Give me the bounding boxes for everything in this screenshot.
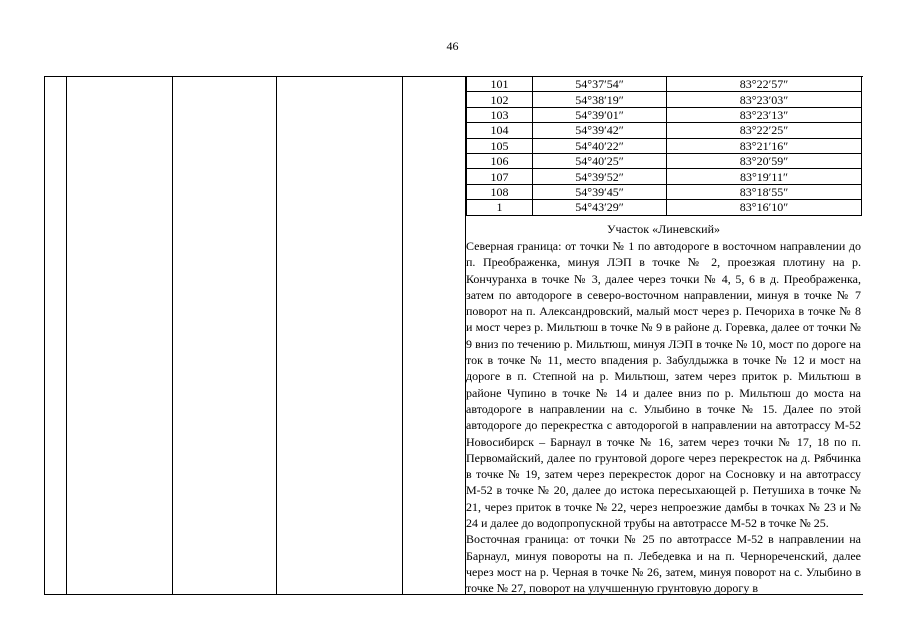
point-number: 104 (467, 123, 533, 138)
table-row (467, 107, 862, 122)
latitude: 54°43′29″ (533, 200, 667, 215)
point-number: 103 (467, 107, 533, 122)
point-number: 101 (467, 77, 533, 92)
latitude: 54°40′25″ (533, 153, 667, 168)
point-number: 105 (467, 138, 533, 153)
latitude: 54°39′01″ (533, 107, 667, 122)
column-divider (276, 77, 277, 594)
longitude: 83°18′55″ (667, 184, 862, 199)
longitude: 83°21′16″ (667, 138, 862, 153)
point-number: 102 (467, 92, 533, 107)
latitude: 54°39′45″ (533, 184, 667, 199)
longitude: 83°16′10″ (667, 200, 862, 215)
point-number: 106 (467, 153, 533, 168)
column-divider (66, 77, 67, 594)
longitude: 83°22′25″ (667, 123, 862, 138)
longitude: 83°23′03″ (667, 92, 862, 107)
latitude: 54°40′22″ (533, 138, 667, 153)
column-divider (402, 77, 403, 594)
longitude: 83°23′13″ (667, 107, 862, 122)
coordinates-table (466, 76, 862, 216)
longitude: 83°19′11″ (667, 169, 862, 184)
point-number: 107 (467, 169, 533, 184)
latitude: 54°38′19″ (533, 92, 667, 107)
section-title: Участок «Линевский» (606, 222, 720, 236)
latitude: 54°39′52″ (533, 169, 667, 184)
latitude: 54°39′42″ (533, 123, 667, 138)
table-row (467, 92, 862, 107)
table-row (467, 169, 862, 184)
boundary-description (466, 238, 861, 597)
table-row (467, 138, 862, 153)
eastern-boundary-paragraph: Восточная граница: от точки № 25 по автотрассе М-52 в направлении на Барнаул, минуя повороты на п. Лебедевка и на п. Чернореченский, далее через мост на р. Черная в точке № 26, затем, минуя поворот на с. Улыбино в точке № 27, поворот на улучшенную грунтовую дорогу в (466, 532, 861, 596)
table-row (467, 184, 862, 199)
page-number: 46 (446, 39, 459, 53)
point-number: 108 (467, 184, 533, 199)
column-divider (172, 77, 173, 594)
latitude: 54°37′54″ (533, 77, 667, 92)
table-row (467, 200, 862, 215)
northern-boundary-paragraph: Северная граница: от точки № 1 по автодороге в восточном направлении до п. Преображенка, минуя ЛЭП в точке № 2, проезжая плотину на р. Кончуранха в точке № 3, далее через точки № 4, 5, 6 в д. Преображенка, затем по автодороге в северо-восточном направлении, минуя в точке № 7 поворот на п. Александровский, малый мост через р. Печориха в точке № 8 и мост через р. Мильтюш в точке № 9 в районе д. Горевка, далее от точки № 9 вниз по течению р. Мильтюш, минуя ЛЭП в точке № 10, мост по дороге на ток в точке № 11, место впадения р. Забулдыжка в точке № 12 и мост на дороге в п. Степной на р. Мильтюш, затем через приток р. Мильтюш в районе Чупино в точке № 14 и далее вниз по р. Мильтюш до моста на автодороге в направлении на с. Улыбино в точке № 15. Далее по этой автодороге до перекрестка с автодорогой в направлении на автотрассу М-52 Новосибирск – Барнаул в точке № 16, затем через точки № 17, 18 по п. Первомайский, далее по грунтовой дороге через перекресток на д. Рябчинка в точке № 19, затем через перекресток дорог на Сосновку и на автотрассу М-52 в точке № 20, далее до истока пересыхающей р. Петушиха в точке № 21, через приток в точке № 22, через непроезжие дамбы в точках № 23 и № 24 и далее до водопропускной трубы на автотрассе М-52 в точке № 25. (466, 239, 861, 531)
table-row (467, 123, 862, 138)
point-number: 1 (467, 200, 533, 215)
longitude: 83°22′57″ (667, 77, 862, 92)
longitude: 83°20′59″ (667, 153, 862, 168)
table-row (467, 153, 862, 168)
table-row (467, 77, 862, 92)
